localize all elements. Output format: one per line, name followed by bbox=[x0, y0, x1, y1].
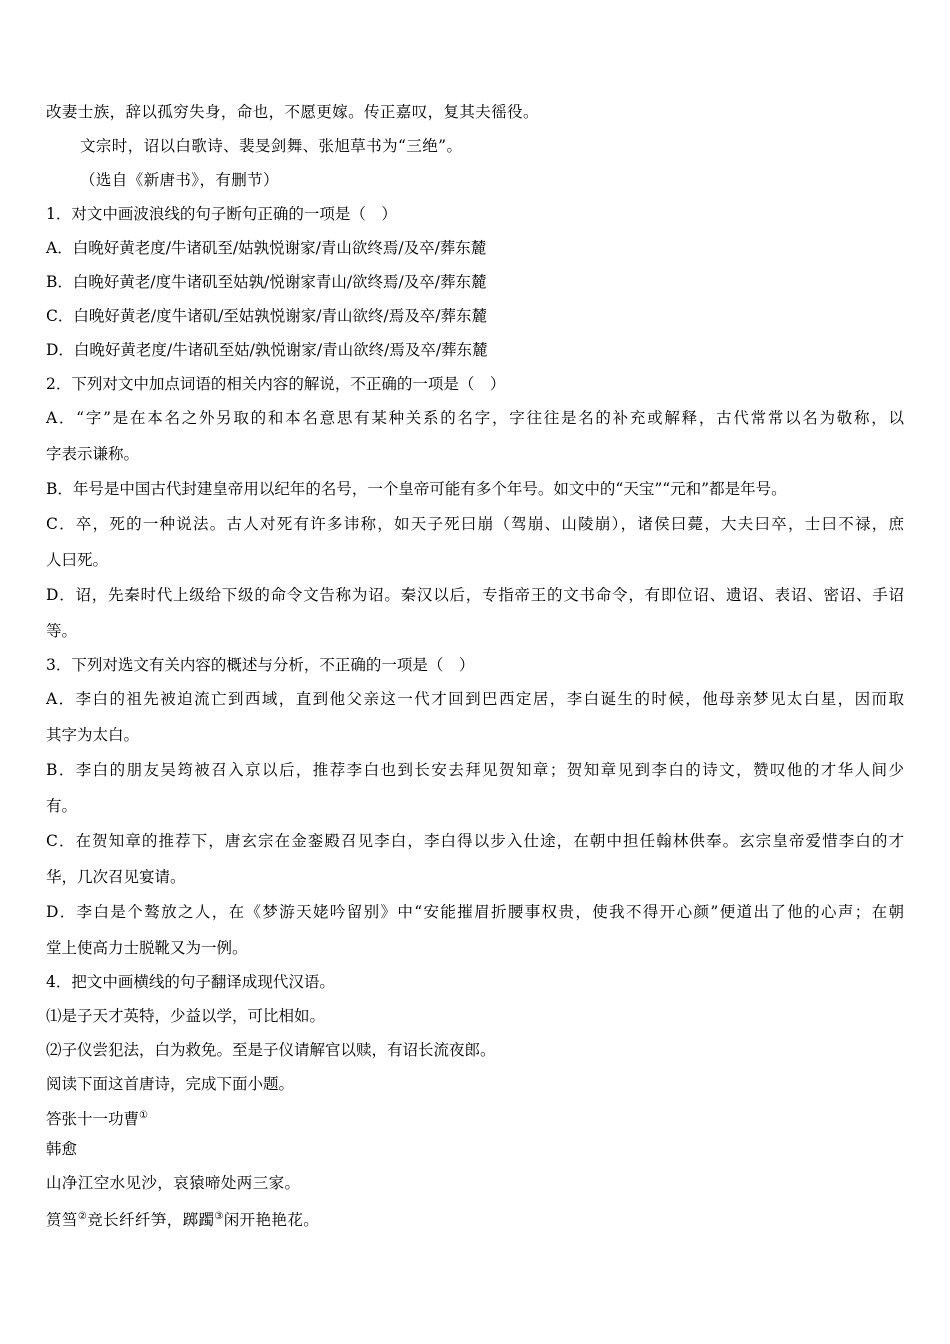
question-3-option-b-cont: 有。 bbox=[46, 797, 78, 815]
question-3-option-c-cont: 华，几次召见宴请。 bbox=[46, 868, 186, 886]
poem-line-2-part: 闲开艳艳花。 bbox=[223, 1211, 320, 1229]
question-3-option-d: D．李白是个骜放之人，在《梦游天姥吟留别》中“安能摧眉折腰事权贵，使我不得开心颜”便道出了他的心声；在朝 bbox=[46, 903, 904, 921]
footnote-marker: ③ bbox=[214, 1211, 224, 1222]
question-4-sentence-1: ⑴是子天才英特，少益以学，可比相如。 bbox=[46, 1007, 326, 1025]
question-2-option-b: B．年号是中国古代封建皇帝用以纪年的名号，一个皇帝可能有多个年号。如文中的“天宝”“元和”都是年号。 bbox=[46, 480, 787, 498]
question-1-stem: 1．对文中画波浪线的句子断句正确的一项是（ ） bbox=[46, 205, 397, 223]
poem-line-1: 山净江空水见沙，哀猿啼处两三家。 bbox=[46, 1174, 301, 1192]
question-2-stem: 2．下列对文中加点词语的相关内容的解说，不正确的一项是（ ） bbox=[46, 375, 506, 393]
footnote-marker: ② bbox=[77, 1211, 88, 1222]
question-2-option-d: D．诏，先秦时代上级给下级的命令文告称为诏。秦汉以后，专指帝王的文书命令，有即位诏、遗诏、表诏、密诏、手诏 bbox=[46, 586, 904, 604]
question-1-option-c: C．白晚好黄老/度牛诸矶/至姑孰悦谢家/青山欲终/焉及卒/葬东麓 bbox=[46, 307, 487, 325]
question-2-option-d-cont: 等。 bbox=[46, 622, 78, 640]
question-2-option-c-cont: 人曰死。 bbox=[46, 551, 109, 569]
question-1-option-a: A．白晚好黄老度/牛诸矶至/姑孰悦谢家/青山欲终焉/及卒/葬东麓 bbox=[46, 239, 487, 257]
question-3-option-d-cont: 堂上使高力士脱靴又为一例。 bbox=[46, 939, 248, 957]
question-3-option-c: C．在贺知章的推荐下，唐玄宗在金銮殿召见李白，李白得以步入仕途，在朝中担任翰林供奉。玄宗皇帝爱惜李白的才 bbox=[46, 832, 904, 850]
poem-line-2 bbox=[46, 1206, 904, 1231]
passage-line: 文宗时，诏以白歌诗、裴旻剑舞、张旭草书为“三绝”。 bbox=[80, 137, 463, 155]
question-4-sentence-2: ⑵子仪尝犯法，白为救免。至是子仪请解官以赎，有诏长流夜郎。 bbox=[46, 1041, 496, 1059]
poem-line-2-part: 筼筜 bbox=[46, 1211, 78, 1229]
question-2-option-a-cont: 字表示谦称。 bbox=[46, 445, 140, 463]
question-2-option-a: A．“字”是在本名之外另取的和本名意思有某种关系的名字，字往往是名的补充或解释，古代常常以名为敬称，以 bbox=[46, 409, 904, 427]
question-1-option-d: D．白晚好黄老度/牛诸矶至姑/孰悦谢家/青山欲终/焉及卒/葬东麓 bbox=[46, 341, 488, 359]
footnote-marker: ① bbox=[139, 1110, 148, 1121]
poem-intro: 阅读下面这首唐诗，完成下面小题。 bbox=[46, 1075, 295, 1093]
question-3-option-a-cont: 其字为太白。 bbox=[46, 726, 140, 744]
poem-author: 韩愈 bbox=[46, 1140, 78, 1158]
poem-title: 答张十一功曹 bbox=[46, 1110, 140, 1128]
question-3-option-a: A．李白的祖先被迫流亡到西域，直到他父亲这一代才回到巴西定居，李白诞生的时候，他母亲梦见太白星，因而取 bbox=[46, 690, 904, 708]
question-2-option-c: C．卒，死的一种说法。古人对死有许多讳称，如天子死曰崩（驾崩、山陵崩），诸侯曰薨，大夫曰卒，士曰不禄，庶 bbox=[46, 515, 904, 533]
passage-source: （选自《新唐书》，有删节） bbox=[80, 171, 279, 189]
question-3-option-b: B．李白的朋友吴筠被召入京以后，推荐李白也到长安去拜见贺知章；贺知章见到李白的诗文，赞叹他的才华人间少 bbox=[46, 761, 904, 779]
question-4-stem: 4．把文中画横线的句子翻译成现代汉语。 bbox=[46, 973, 335, 991]
question-1-option-b: B．白晚好黄老/度牛诸矶至姑孰/悦谢家青山/欲终焉/及卒/葬东麓 bbox=[46, 273, 487, 291]
poem-title-line bbox=[46, 1105, 904, 1130]
passage-line: 改妻士族，辞以孤穷失身，命也，不愿更嫁。传正嘉叹，复其夫徭役。 bbox=[46, 103, 539, 121]
question-3-stem: 3．下列对选文有关内容的概述与分析，不正确的一项是（ ） bbox=[46, 656, 475, 674]
poem-line-2-part: 竞长纤纤笋，踯躅 bbox=[87, 1211, 215, 1229]
